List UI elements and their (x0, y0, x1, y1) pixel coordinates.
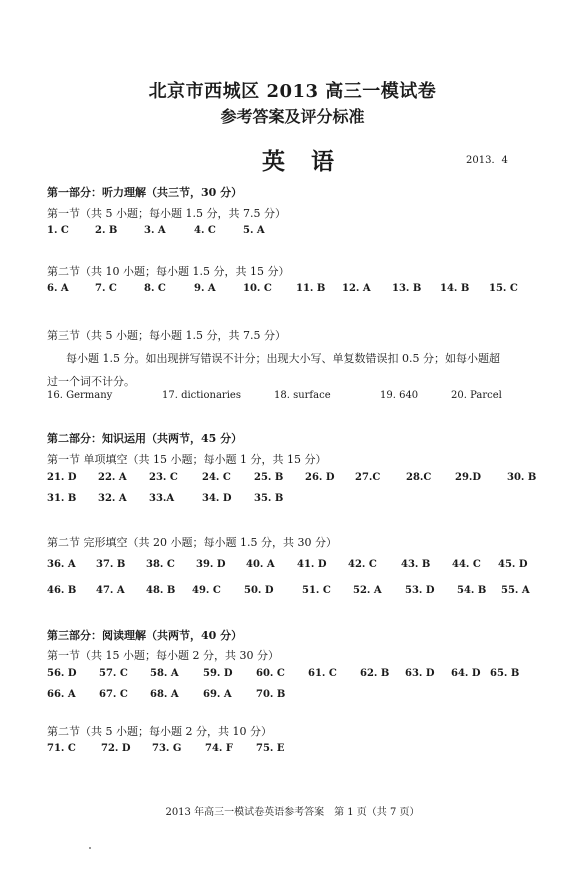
answer-item: 29.D (455, 472, 482, 483)
answer-item: 74. F (205, 743, 233, 754)
page-footer: 2013 年高三一模试卷英语参考答案 第 1 页（共 7 页） (165, 807, 420, 818)
subject-heading: 英语 (262, 148, 360, 175)
answer-item: 26. D (305, 472, 335, 483)
answer-item: 65. B (490, 668, 520, 679)
answer-item: 69. A (203, 689, 232, 700)
part3-sec2-heading: 第二节（共 5 小题；每小题 2 分，共 10 分） (47, 725, 272, 738)
answer-item: 30. B (507, 472, 537, 483)
answer-item: 34. D (202, 493, 232, 504)
answer-item: 5. A (243, 225, 265, 236)
part2-sec2-heading: 第二节 完形填空（共 20 小题；每小题 1.5 分，共 30 分） (47, 536, 337, 549)
answer-item: 35. B (254, 493, 284, 504)
answer-item: 11. B (296, 283, 326, 294)
answer-item: 17. dictionaries (162, 390, 241, 401)
answer-item: 73. G (152, 743, 182, 754)
answer-item: 45. D (498, 559, 528, 570)
answer-item: 10. C (243, 283, 272, 294)
answer-item: 63. D (405, 668, 435, 679)
answer-item: 3. A (144, 225, 166, 236)
answer-item: 60. C (256, 668, 285, 679)
answer-item: 24. C (202, 472, 231, 483)
answer-item: 50. D (244, 585, 274, 596)
part1-sec3-heading: 第三节（共 5 小题；每小题 1.5 分，共 7.5 分） (47, 329, 286, 342)
answer-item: 22. A (98, 472, 127, 483)
answer-item: 62. B (360, 668, 390, 679)
answer-item: 51. C (302, 585, 331, 596)
answer-item: 14. B (440, 283, 470, 294)
answer-item: 9. A (194, 283, 216, 294)
answer-item: 43. B (401, 559, 431, 570)
answer-item: 18. surface (274, 390, 331, 401)
answer-item: 48. B (146, 585, 176, 596)
part1-heading: 第一部分：听力理解（共三节，30 分） (47, 186, 243, 199)
scan-speck (89, 847, 91, 849)
answer-item: 57. C (99, 668, 128, 679)
answer-item: 38. C (146, 559, 175, 570)
answer-item: 28.C (406, 472, 432, 483)
answer-item: 53. D (405, 585, 435, 596)
answer-item: 71. C (47, 743, 76, 754)
answer-item: 44. C (452, 559, 481, 570)
answer-item: 75. E (256, 743, 285, 754)
answer-item: 64. D (451, 668, 481, 679)
answer-item: 56. D (47, 668, 77, 679)
answer-item: 27.C (355, 472, 381, 483)
answer-item: 52. A (353, 585, 382, 596)
answer-item: 49. C (192, 585, 221, 596)
answer-item: 8. C (144, 283, 166, 294)
answer-item: 15. C (489, 283, 518, 294)
answer-item: 61. C (308, 668, 337, 679)
part1-sec2-heading: 第二节（共 10 小题；每小题 1.5 分，共 15 分） (47, 265, 290, 278)
part2-heading: 第二部分：知识运用（共两节，45 分） (47, 432, 243, 445)
answer-item: 12. A (342, 283, 371, 294)
part3-heading: 第三部分：阅读理解（共两节，40 分） (47, 629, 243, 642)
answer-item: 72. D (101, 743, 131, 754)
answer-item: 39. D (196, 559, 226, 570)
part3-sec1-heading: 第一节（共 15 小题；每小题 2 分，共 30 分） (47, 649, 279, 662)
answer-item: 59. D (203, 668, 233, 679)
answer-item: 21. D (47, 472, 77, 483)
answer-item: 36. A (47, 559, 76, 570)
answer-item: 70. B (256, 689, 286, 700)
answer-item: 2. B (95, 225, 118, 236)
answer-item: 40. A (246, 559, 275, 570)
scoring-note-line2: 过一个词不计分。 (47, 375, 135, 388)
answer-item: 41. D (297, 559, 327, 570)
answer-item: 66. A (47, 689, 76, 700)
answer-item: 7. C (95, 283, 117, 294)
answer-item: 4. C (194, 225, 216, 236)
answer-item: 23. C (149, 472, 178, 483)
answer-item: 19. 640 (380, 390, 419, 401)
answer-item: 6. A (47, 283, 69, 294)
answer-item: 42. C (348, 559, 377, 570)
answer-item: 68. A (150, 689, 179, 700)
answer-item: 55. A (501, 585, 530, 596)
part1-sec1-heading: 第一节（共 5 小题；每小题 1.5 分，共 7.5 分） (47, 207, 286, 220)
exam-date: 2013．4 (466, 155, 508, 166)
answer-item: 47. A (96, 585, 125, 596)
part2-sec1-heading: 第一节 单项填空（共 15 小题；每小题 1 分，共 15 分） (47, 453, 327, 466)
page-subtitle: 参考答案及评分标准 (220, 107, 365, 126)
answer-item: 46. B (47, 585, 77, 596)
scoring-note-line1: 每小题 1.5 分。如出现拼写错误不计分；出现大小写、单复数错误扣 0.5 分；如每小题超 (66, 352, 500, 365)
answer-item: 33.A (149, 493, 175, 504)
answer-item: 32. A (98, 493, 127, 504)
answer-item: 67. C (99, 689, 128, 700)
page-title: 北京市西城区 2013 高三一模试卷 (148, 81, 437, 102)
answer-item: 1. C (47, 225, 69, 236)
answer-item: 58. A (150, 668, 179, 679)
answer-item: 31. B (47, 493, 77, 504)
answer-item: 20. Parcel (451, 390, 502, 401)
answer-item: 37. B (96, 559, 126, 570)
answer-item: 16. Germany (47, 390, 113, 401)
answer-item: 25. B (254, 472, 284, 483)
answer-item: 13. B (392, 283, 422, 294)
answer-item: 54. B (457, 585, 487, 596)
